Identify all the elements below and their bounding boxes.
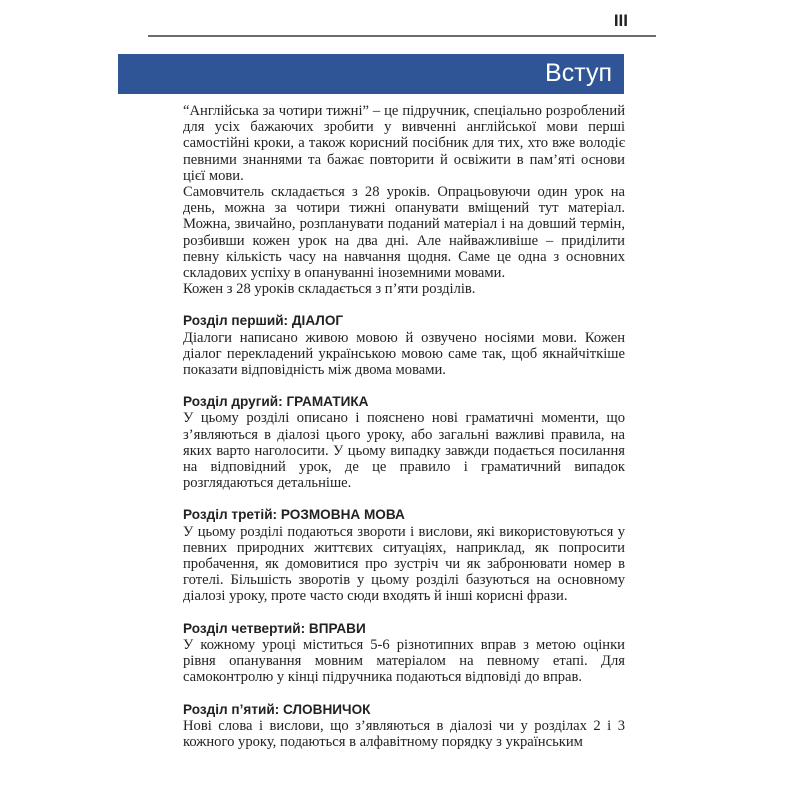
chapter-title: Вступ (545, 59, 612, 87)
intro-paragraph: Кожен з 28 уроків складається з п’яти розділів. (183, 281, 476, 298)
section-label: Розділ четвертий: (183, 620, 306, 636)
intro-paragraph: “Англійська за чотири тижні” ‒ це підручник, спеціально розроблений для усіх бажаючих зробити у вивченні англійської мови перші самостійні кроки, а також корисний посібник для тих, хто вже володіє певними знаннями та бажає повторити й освіжити в пам’яті основи цієї мови. (183, 103, 625, 184)
section-name: ВПРАВИ (308, 620, 366, 636)
section-exercises (183, 621, 625, 686)
section-heading (183, 313, 625, 329)
section-text: У цьому розділі подаються звороти і вислови, які використовуються у певних природних життєвих ситуаціях, наприклад, як попросити пробачення, як домовитися про зустріч чи як забронювати номер в готелі. Більшість зворотів у цьому розділі базуються на основному діалозі уроку, проте часто сюди входять й інші корисні фрази. (183, 523, 625, 605)
page-body (183, 103, 625, 750)
section-grammar (183, 394, 625, 491)
section-name: ДІАЛОГ (291, 313, 344, 329)
section-text: У цьому розділі описано і пояснено нові граматичні моменти, що з’являються в діалозі цього уроку, або загальні важливі правила, на яких варто наголосити. У цьому випадку завжди подається посилання на відповідний урок, де це правило і граматичний випадок розглядаються детальніше. (183, 410, 625, 492)
section-label: Розділ третій: (183, 507, 278, 523)
section-name: РОЗМОВНА МОВА (280, 507, 405, 523)
section-text: У кожному уроці міститься 5-6 різнотипних вправ з метою оцінки рівня опанування мовним матеріалом на певному етапі. Для самоконтролю у кінці підручника подаються відповіді до вправ. (183, 636, 625, 686)
section-heading (183, 702, 625, 718)
section-dialog (183, 313, 625, 378)
section-text: Діалоги написано живою мовою й озвучено носіями мови. Кожен діалог перекладений українською мовою саме так, щоб якнайчіткіше показати відповідність між двома мовами. (183, 329, 625, 379)
page-number: III (613, 11, 628, 30)
section-heading (183, 394, 625, 410)
intro-paragraph: Самовчитель складається з 28 уроків. Опрацьовуючи один урок на день, можна за чотири тижні опанувати вміщений тут матеріал. Можна, звичайно, розпланувати поданий матеріал і на довший термін, розбивши кожен урок на два дні. Але найважливіше ‒ приділити певну кількість часу на навчання щодня. Саме це одна з основних складових успіху в опануванні іноземними мовами. (183, 184, 625, 282)
section-heading (183, 507, 625, 523)
section-conversation (183, 507, 625, 604)
section-text: Нові слова і вислови, що з’являються в діалозі чи у розділах 2 і 3 кожного уроку, подаються в алфавітному порядку з українським (183, 717, 625, 750)
section-label: Розділ перший: (183, 313, 289, 329)
header-rule (148, 35, 656, 37)
section-vocabulary (183, 702, 625, 751)
chapter-banner (118, 54, 624, 94)
section-label: Розділ другий: (183, 394, 283, 410)
section-name: СЛОВНИЧОК (283, 701, 371, 717)
section-name: ГРАМАТИКА (286, 394, 369, 410)
section-label: Розділ п’ятий: (183, 701, 280, 717)
section-heading (183, 621, 625, 637)
